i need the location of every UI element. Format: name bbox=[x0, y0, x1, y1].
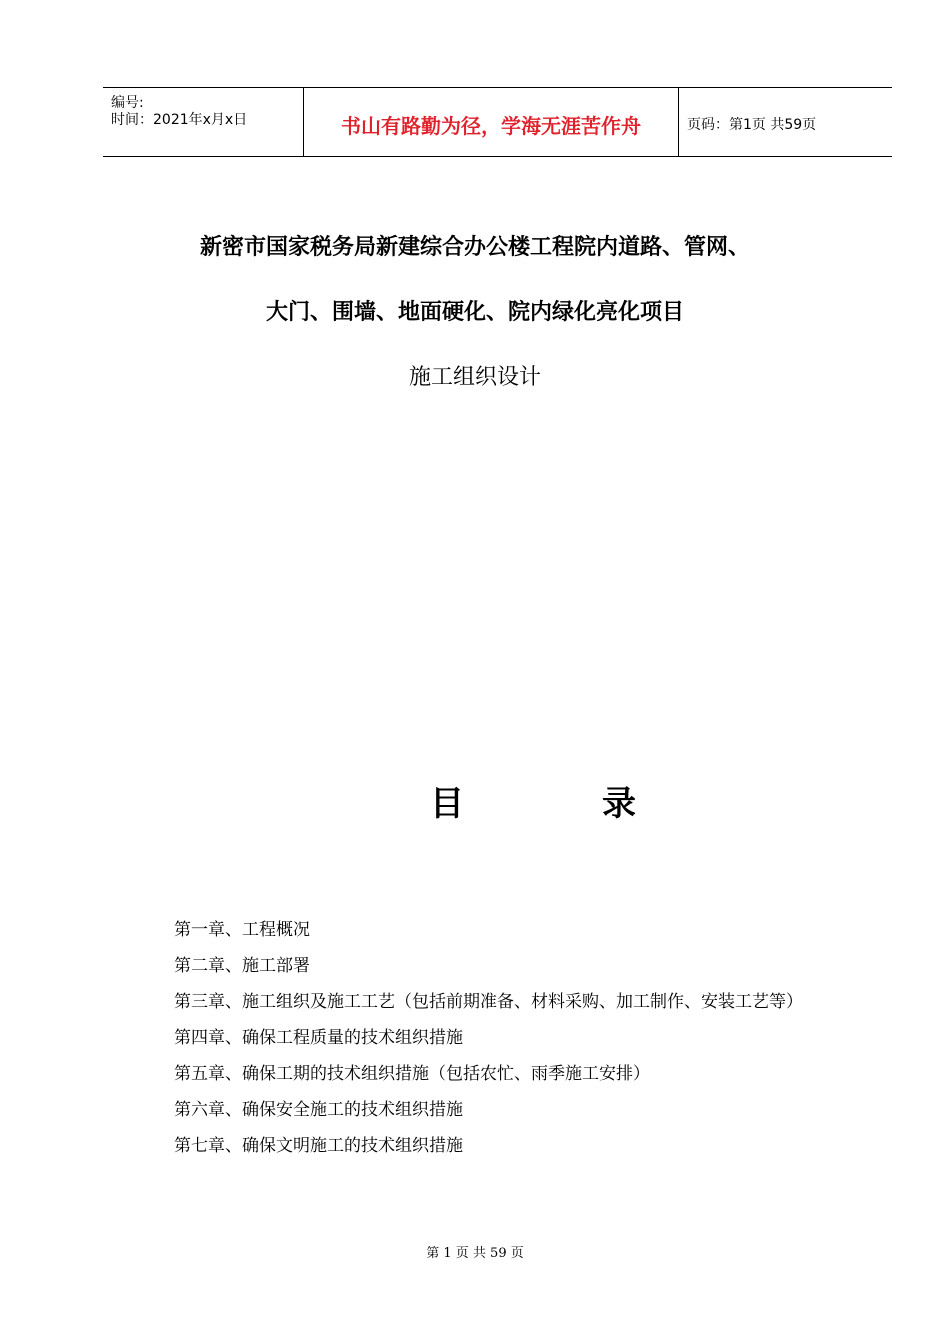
page-footer: 第 1 页 共 59 页 bbox=[426, 1246, 524, 1261]
document-number-label: 编号: bbox=[111, 95, 144, 111]
toc-item: 第二章、施工部署 bbox=[174, 956, 310, 976]
document-header bbox=[103, 87, 892, 157]
document-time-label: 时间：2021年x月x日 bbox=[111, 112, 248, 128]
table-of-contents bbox=[136, 912, 866, 1164]
header-page-info: 页码：第1页 共59页 bbox=[687, 117, 817, 133]
document-subtitle: 施工组织设计 bbox=[408, 365, 541, 390]
document-title-line-1: 新密市国家税务局新建综合办公楼工程院内道路、管网、 bbox=[199, 234, 750, 260]
toc-item: 第一章、工程概况 bbox=[174, 920, 310, 940]
toc-item: 第七章、确保文明施工的技术组织措施 bbox=[174, 1136, 463, 1156]
header-meta-cell bbox=[103, 88, 303, 156]
header-motto-cell bbox=[303, 88, 679, 156]
toc-item: 第六章、确保安全施工的技术组织措施 bbox=[174, 1100, 463, 1120]
toc-item: 第四章、确保工程质量的技术组织措施 bbox=[174, 1028, 463, 1048]
header-motto: 书山有路勤为径，学海无涯苦作舟 bbox=[341, 114, 641, 138]
toc-item: 第三章、施工组织及施工工艺（包括前期准备、材料采购、加工制作、安装工艺等） bbox=[174, 992, 803, 1012]
toc-heading-char-2: 录 bbox=[602, 784, 636, 824]
document-title-line-2: 大门、围墙、地面硬化、院内绿化亮化项目 bbox=[265, 299, 684, 325]
header-page-cell bbox=[679, 88, 892, 156]
toc-item: 第五章、确保工期的技术组织措施（包括农忙、雨季施工安排） bbox=[174, 1064, 650, 1084]
toc-heading-char-1: 目 bbox=[430, 784, 464, 824]
